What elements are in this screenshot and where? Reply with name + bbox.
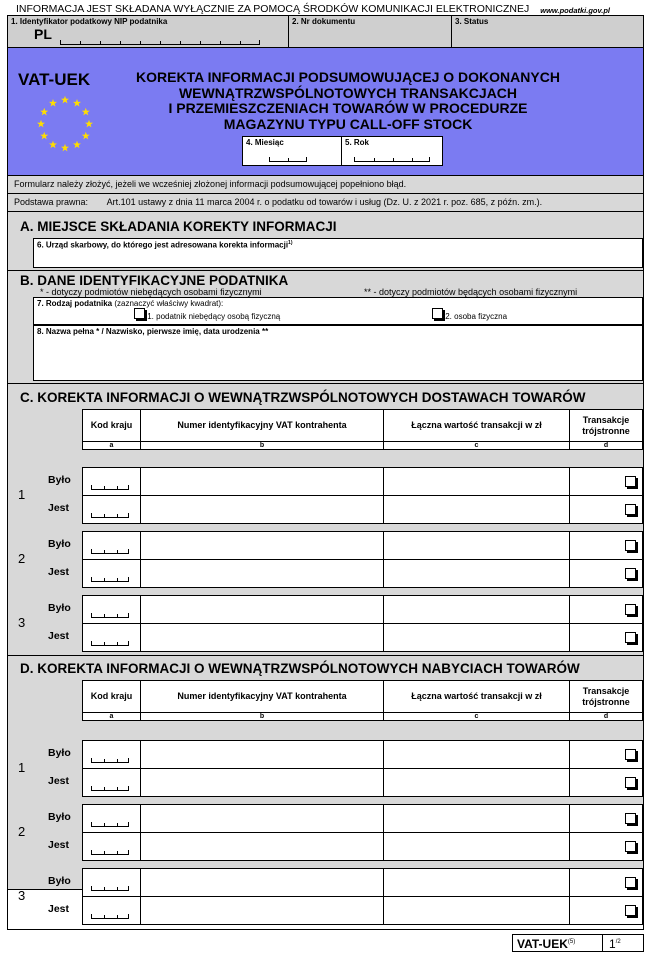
column-letter: a xyxy=(82,712,141,721)
cell-nip[interactable] xyxy=(140,804,384,833)
checkbox-icon[interactable] xyxy=(625,568,636,579)
cell-kod[interactable] xyxy=(82,804,141,833)
status-field[interactable] xyxy=(452,16,643,48)
checkbox-icon[interactable] xyxy=(625,604,636,615)
form-banner xyxy=(8,48,643,176)
row-label-after: Jest xyxy=(48,502,70,514)
row-label-before: Było xyxy=(48,747,71,759)
row-label-before: Było xyxy=(48,474,71,486)
taxpayer-type-field xyxy=(33,297,643,325)
section-a xyxy=(8,212,643,271)
cell-kod[interactable] xyxy=(82,768,141,797)
country-code-ticks xyxy=(91,513,129,518)
cell-tri[interactable] xyxy=(569,832,643,861)
checkbox-icon[interactable] xyxy=(625,632,636,643)
cell-nip[interactable] xyxy=(140,832,384,861)
column-letter: c xyxy=(383,441,570,450)
year-field[interactable] xyxy=(342,136,443,166)
cell-value[interactable] xyxy=(383,868,570,897)
footer-form-code: VAT-UEK xyxy=(517,937,568,951)
column-letter: a xyxy=(82,441,141,450)
nip-ticks xyxy=(60,40,260,45)
nip-label: 1. Identyfikator podatkowy NIP podatnika xyxy=(11,17,168,26)
country-code-ticks xyxy=(91,485,129,490)
row-label-after: Jest xyxy=(48,775,70,787)
column-letter: b xyxy=(140,441,384,450)
checkbox-icon[interactable] xyxy=(625,841,636,852)
option-legal-entity[interactable] xyxy=(134,308,280,321)
tax-office-footnote: 1) xyxy=(288,240,293,246)
cell-kod[interactable] xyxy=(82,559,141,588)
group-number: 3 xyxy=(18,888,26,903)
cell-tri[interactable] xyxy=(569,868,643,897)
country-code-ticks xyxy=(91,641,129,646)
doc-number-label: 2. Nr dokumentu xyxy=(292,17,356,26)
legal-basis xyxy=(8,194,643,212)
eu-star xyxy=(40,108,48,116)
cell-value[interactable] xyxy=(383,768,570,797)
form-title-line: KOREKTA INFORMACJI PODSUMOWUJĄCEJ O DOKONANYCH xyxy=(136,69,560,85)
section-d-title: D. KOREKTA INFORMACJI O WEWNĄTRZWSPÓLNOTOWYCH NABYCIACH TOWARÓW xyxy=(20,661,580,676)
cell-kod[interactable] xyxy=(82,832,141,861)
note-natural-persons: ** - dotyczy podmiotów będących osobami fizycznymi xyxy=(364,287,578,297)
tax-office-label: 6. Urząd skarbowy, do którego jest adresowana korekta informacji xyxy=(37,240,289,250)
country-code-ticks xyxy=(91,549,129,554)
tax-office-field[interactable] xyxy=(33,238,643,268)
group-number: 3 xyxy=(18,615,26,630)
column-letter: b xyxy=(140,712,384,721)
eu-star xyxy=(49,141,57,149)
checkbox-icon[interactable] xyxy=(625,777,636,788)
checkbox-icon[interactable] xyxy=(134,308,145,319)
cell-nip[interactable] xyxy=(140,495,384,524)
checkbox-icon[interactable] xyxy=(625,905,636,916)
cell-nip[interactable] xyxy=(140,595,384,624)
row-label-before: Było xyxy=(48,602,71,614)
full-name-field[interactable] xyxy=(33,325,643,381)
form-code: VAT-UEK xyxy=(18,70,91,89)
cell-tri[interactable] xyxy=(569,559,643,588)
eu-stars-icon xyxy=(36,95,94,153)
form-title xyxy=(118,70,578,132)
checkbox-icon[interactable] xyxy=(625,476,636,487)
cell-value[interactable] xyxy=(383,832,570,861)
cell-nip[interactable] xyxy=(140,868,384,897)
legal-basis-label: Podstawa prawna: xyxy=(14,197,89,207)
cell-tri[interactable] xyxy=(569,467,643,496)
cell-tri[interactable] xyxy=(569,623,643,652)
column-header-nip: Numer identyfikacyjny VAT kontrahenta xyxy=(140,409,384,442)
group-number: 1 xyxy=(18,760,26,775)
filing-note xyxy=(8,176,643,194)
electronic-submission-notice: INFORMACJA JEST SKŁADANA WYŁĄCZNIE ZA POMOCĄ ŚRODKÓW KOMUNIKACJI ELEKTRONICZNEJ xyxy=(16,3,530,15)
cell-kod[interactable] xyxy=(82,495,141,524)
cell-nip[interactable] xyxy=(140,559,384,588)
country-code-ticks xyxy=(91,786,129,791)
filing-note-text: Formularz należy złożyć, jeżeli we wcześniej złożonej informacji podsumowującej popełniono błąd. xyxy=(14,179,407,189)
cell-value[interactable] xyxy=(383,559,570,588)
column-header-value: Łączna wartość transakcji w zł xyxy=(383,680,570,713)
cell-kod[interactable] xyxy=(82,740,141,769)
cell-tri[interactable] xyxy=(569,495,643,524)
cell-value[interactable] xyxy=(383,595,570,624)
column-header-value: Łączna wartość transakcji w zł xyxy=(383,409,570,442)
group-number: 2 xyxy=(18,824,26,839)
country-code-ticks xyxy=(91,914,129,919)
nip-prefix: PL xyxy=(34,26,52,42)
country-code-ticks xyxy=(91,613,129,618)
eu-star xyxy=(73,99,81,107)
checkbox-icon[interactable] xyxy=(625,749,636,760)
column-letter: c xyxy=(383,712,570,721)
section-b-title: B. DANE IDENTYFIKACYJNE PODATNIKA xyxy=(20,273,289,288)
row-label-before: Było xyxy=(48,538,71,550)
eu-star xyxy=(37,120,45,128)
checkbox-icon[interactable] xyxy=(625,504,636,515)
column-letter: d xyxy=(569,712,643,721)
column-header-nip: Numer identyfikacyjny VAT kontrahenta xyxy=(140,680,384,713)
country-code-ticks xyxy=(91,577,129,582)
checkbox-icon[interactable] xyxy=(625,540,636,551)
month-field[interactable] xyxy=(242,136,342,166)
form-title-line: MAGAZYNU TYPU CALL-OFF STOCK xyxy=(223,115,473,132)
status-label: 3. Status xyxy=(455,17,489,26)
cell-nip[interactable] xyxy=(140,531,384,560)
cell-value[interactable] xyxy=(383,623,570,652)
podatki-link[interactable]: www.podatki.gov.pl xyxy=(540,6,610,15)
eu-star xyxy=(82,108,90,116)
month-ticks xyxy=(269,157,307,162)
checkbox-icon[interactable] xyxy=(625,877,636,888)
group-number: 1 xyxy=(18,487,26,502)
taxpayer-type-label: 7. Rodzaj podatnika xyxy=(37,299,113,308)
year-label: 5. Rok xyxy=(345,138,370,147)
footer-page: 1 xyxy=(609,937,616,951)
row-label-before: Było xyxy=(48,875,71,887)
doc-number-field[interactable] xyxy=(289,16,452,48)
cell-value[interactable] xyxy=(383,467,570,496)
footer-version: (5) xyxy=(567,939,576,945)
row-label-after: Jest xyxy=(48,566,70,578)
eu-star xyxy=(49,99,57,107)
eu-star xyxy=(40,132,48,140)
cell-nip[interactable] xyxy=(140,740,384,769)
cell-tri[interactable] xyxy=(569,896,643,925)
page-footer xyxy=(512,934,644,952)
cell-kod[interactable] xyxy=(82,531,141,560)
option-natural-person-label: 2. osoba fizyczna xyxy=(445,312,508,321)
cell-nip[interactable] xyxy=(140,623,384,652)
footer-pages: /2 xyxy=(615,939,621,945)
cell-tri[interactable] xyxy=(569,768,643,797)
cell-tri[interactable] xyxy=(569,595,643,624)
section-a-title: A. MIEJSCE SKŁADANIA KOREKTY INFORMACJI xyxy=(20,219,337,234)
option-natural-person[interactable] xyxy=(432,308,507,321)
section-d xyxy=(8,656,643,915)
cell-nip[interactable] xyxy=(140,467,384,496)
nip-field[interactable] xyxy=(8,16,289,48)
cell-value[interactable] xyxy=(383,531,570,560)
cell-kod[interactable] xyxy=(82,868,141,897)
column-header-kod: Kod kraju xyxy=(82,409,141,442)
option-legal-entity-label: 1. podatnik niebędący osobą fizyczną xyxy=(147,312,281,321)
eu-star xyxy=(82,132,90,140)
eu-star xyxy=(61,144,69,152)
eu-star xyxy=(85,120,93,128)
cell-value[interactable] xyxy=(383,495,570,524)
checkbox-icon[interactable] xyxy=(432,308,443,319)
section-c xyxy=(8,384,643,656)
row-label-after: Jest xyxy=(48,903,70,915)
year-ticks xyxy=(354,157,430,162)
cell-nip[interactable] xyxy=(140,768,384,797)
cell-kod[interactable] xyxy=(82,467,141,496)
form-frame xyxy=(7,15,644,930)
checkbox-icon[interactable] xyxy=(625,813,636,824)
cell-kod[interactable] xyxy=(82,896,141,925)
cell-tri[interactable] xyxy=(569,531,643,560)
cell-value[interactable] xyxy=(383,740,570,769)
eu-star xyxy=(61,96,69,104)
taxpayer-type-hint: (zaznaczyć właściwy kwadrat): xyxy=(114,299,224,308)
cell-value[interactable] xyxy=(383,896,570,925)
cell-nip[interactable] xyxy=(140,896,384,925)
cell-tri[interactable] xyxy=(569,804,643,833)
legal-basis-text: Art.101 ustawy z dnia 11 marca 2004 r. o podatku od towarów i usług (Dz. U. z 2021 r. poz. 685, z późn. zm.). xyxy=(106,197,543,207)
row-label-after: Jest xyxy=(48,839,70,851)
cell-kod[interactable] xyxy=(82,623,141,652)
cell-value[interactable] xyxy=(383,804,570,833)
full-name-label: 8. Nazwa pełna * / Nazwisko, pierwsze imię, data urodzenia ** xyxy=(37,327,269,336)
row-label-after: Jest xyxy=(48,630,70,642)
row-label-before: Było xyxy=(48,811,71,823)
section-c-title: C. KOREKTA INFORMACJI O WEWNĄTRZWSPÓLNOTOWYCH DOSTAWACH TOWARÓW xyxy=(20,390,586,405)
cell-kod[interactable] xyxy=(82,595,141,624)
form-title-line: WEWNĄTRZWSPÓLNOTOWYCH TRANSAKCJACH xyxy=(178,84,518,101)
cell-tri[interactable] xyxy=(569,740,643,769)
eu-star xyxy=(73,141,81,149)
column-letter: d xyxy=(569,441,643,450)
country-code-ticks xyxy=(91,758,129,763)
country-code-ticks xyxy=(91,850,129,855)
section-b xyxy=(8,271,643,384)
country-code-ticks xyxy=(91,822,129,827)
column-header-tri: Transakcje trójstronne xyxy=(569,680,643,713)
note-legal-entities: * - dotyczy podmiotów niebędących osobami fizycznymi xyxy=(40,287,262,297)
month-label: 4. Miesiąc xyxy=(246,138,284,147)
column-header-kod: Kod kraju xyxy=(82,680,141,713)
country-code-ticks xyxy=(91,886,129,891)
group-number: 2 xyxy=(18,551,26,566)
form-title-line: I PRZEMIESZCZENIACH TOWARÓW W PROCEDURZE xyxy=(168,100,528,116)
column-header-tri: Transakcje trójstronne xyxy=(569,409,643,442)
